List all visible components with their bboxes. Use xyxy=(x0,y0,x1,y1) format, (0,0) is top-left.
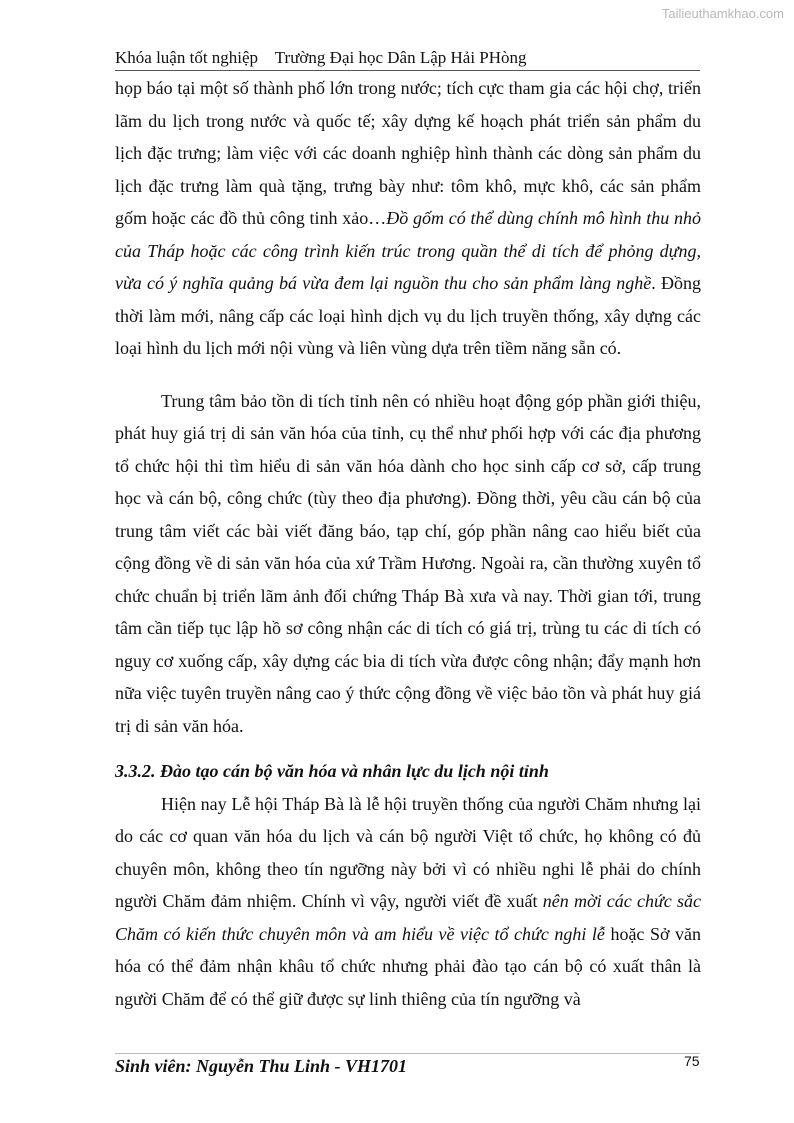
paragraph-3 xyxy=(115,788,701,1016)
paragraph-3-tail: hoặc Sở văn hóa có thể đảm nhận khâu tổ chức nhưng phải đào tạo cán bộ có xuất thân là người Chăm để có thể giữ được sự linh thiêng của tín ngưỡng và xyxy=(115,923,701,1009)
page-number: 75 xyxy=(684,1053,700,1069)
header-divider xyxy=(115,70,700,71)
page-header xyxy=(115,48,527,68)
paragraph-1-emphasis: Đồ gốm có thể dùng chính mô hình thu nhỏ của Tháp hoặc các công trình kiến trúc trong quần thể di tích để phỏng dựng, vừa có ý nghĩa quảng bá vừa đem lại nguồn thu cho sản phẩm làng nghề xyxy=(115,208,702,293)
paragraph-1 xyxy=(115,72,701,365)
header-thesis-label: Khóa luận tốt nghiệp xyxy=(115,48,259,67)
paragraph-3-text: Hiện nay Lễ hội Tháp Bà là lễ hội truyền thống của người Chăm nhưng lại do các cơ quan văn hóa du lịch và cán bộ người Việt tổ chức, họ không có đủ chuyên môn, không theo tín ngưỡng này bởi vì có nhiều nghi lễ phải do chính người Chăm đảm nhiệm. Chính vì vậy, người viết đề xuất xyxy=(115,793,701,911)
page-body xyxy=(115,72,701,1015)
paragraph-1-text: họp báo tại một số thành phố lớn trong nước; tích cực tham gia các hội chợ, triển lãm du lịch trong nước và quốc tế; xây dựng kế hoạch phát triển sản phẩm du lịch đặc trưng; làm việc với các doanh nghiệp hình thành các dòng sản phẩm du lịch đặc trưng làm quà tặng, trưng bày như: tôm khô, mực khô, các sản phẩm gốm hoặc các đồ thủ công tinh xảo… xyxy=(115,78,701,228)
watermark: Tailieuthamkhao.com xyxy=(661,6,784,21)
section-heading: 3.3.2. Đào tạo cán bộ văn hóa và nhân lực du lịch nội tỉnh xyxy=(115,761,549,781)
paragraph-2: Trung tâm bảo tồn di tích tỉnh nên có nhiều hoạt động góp phần giới thiệu, phát huy giá trị di sản văn hóa của tỉnh, cụ thể như phối hợp với các địa phương tổ chức hội thi tìm hiểu di sản văn hóa dành cho học sinh cấp cơ sở, cấp trung học và cán bộ, công chức (tùy theo địa phương). Đồng thời, yêu cầu cán bộ của trung tâm viết các bài viết đăng báo, tạp chí, góp phần nâng cao hiểu biết của cộng đồng về di sản văn hóa của xứ Trầm Hương. Ngoài ra, cần thường xuyên tổ chức chuẩn bị triển lãm ảnh đối chứng Tháp Bà xưa và nay. Thời gian tới, trung tâm cần tiếp tục lập hồ sơ công nhận các di tích có giá trị, trùng tu các di tích có nguy cơ xuống cấp, xây dựng các bia di tích vừa được công nhận; đẩy mạnh hơn nữa việc tuyên truyền nâng cao ý thức cộng đồng về việc bảo tồn và phát huy giá trị di sản văn hóa. xyxy=(115,390,701,736)
paragraph-3-emphasis: nên mời các chức sắc Chăm có kiến thức chuyên môn và am hiểu về việc tổ chức nghi lễ xyxy=(115,891,701,944)
footer-divider xyxy=(115,1053,700,1054)
footer-student: Sinh viên: Nguyễn Thu Linh - VH1701 xyxy=(115,1056,408,1076)
paragraph-1-tail: . Đồng thời làm mới, nâng cấp các loại hình dịch vụ du lịch truyền thống, xây dựng các loại hình du lịch mới nội vùng và liên vùng dựa trên tiềm năng sẵn có. xyxy=(115,273,701,358)
header-university: Trường Đại học Dân Lập Hải PHòng xyxy=(274,48,527,67)
